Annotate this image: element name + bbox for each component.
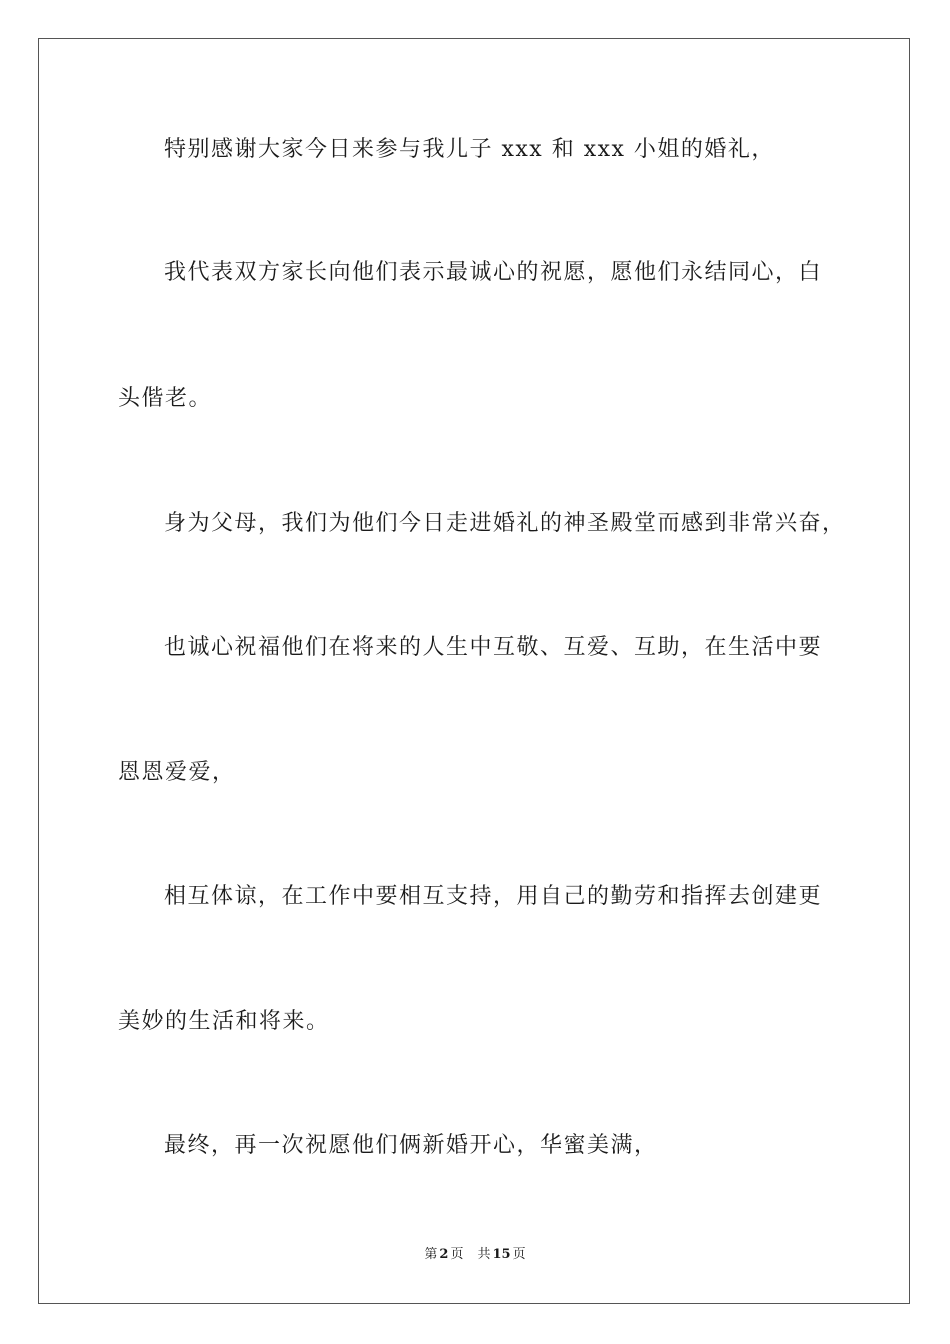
paragraph-line-8: 美妙的生活和将来。 bbox=[118, 1009, 330, 1034]
paragraph-line-5: 也诚心祝福他们在将来的人生中互敬、互爱、互助，在生活中要 bbox=[164, 635, 823, 660]
footer-page-prefix: 第 bbox=[424, 1247, 438, 1262]
footer-page-number: 2 bbox=[439, 1247, 449, 1262]
footer-total-suffix: 页 bbox=[512, 1247, 526, 1262]
paragraph-line-4: 身为父母，我们为他们今日走进婚礼的神圣殿堂而感到非常兴奋， bbox=[164, 511, 846, 536]
paragraph-line-1: 特别感谢大家今日来参与我儿子 xxx 和 xxx 小姐的婚礼， bbox=[164, 137, 775, 162]
page-footer bbox=[0, 1246, 950, 1264]
footer-total-prefix: 共 bbox=[477, 1247, 491, 1262]
paragraph-line-6: 恩恩爱爱， bbox=[118, 760, 236, 785]
paragraph-line-2: 我代表双方家长向他们表示最诚心的祝愿，愿他们永结同心，白 bbox=[164, 260, 823, 285]
page-border bbox=[38, 38, 910, 1304]
footer-total-pages: 15 bbox=[492, 1247, 511, 1262]
paragraph-line-9: 最终，再一次祝愿他们俩新婚开心，华蜜美满， bbox=[164, 1133, 658, 1158]
footer-page-suffix: 页 bbox=[450, 1247, 464, 1262]
paragraph-line-7: 相互体谅，在工作中要相互支持，用自己的勤劳和指挥去创建更 bbox=[164, 884, 823, 909]
paragraph-line-3: 头偕老。 bbox=[118, 386, 213, 411]
